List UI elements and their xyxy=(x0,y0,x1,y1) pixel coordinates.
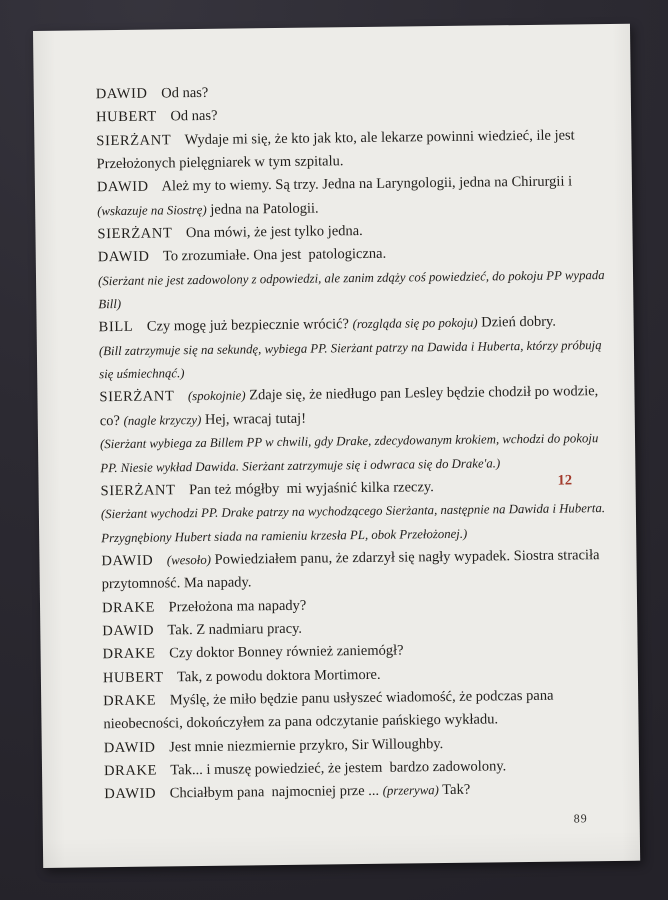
stage-direction: (Bill zatrzymuje się na sekundę, wybiega PP. Sierżant patrzy na Dawida i Huberta, którzy próbują xyxy=(98,337,602,358)
stage-direction: Bill) xyxy=(98,297,122,312)
dialogue-text: przytomność. Ma napady. xyxy=(101,574,252,593)
dialogue-text: Tak, z powodu doktora Mortimore. xyxy=(176,666,381,685)
speaker-name: DRAKE xyxy=(103,762,158,780)
stage-direction: (wskazuje na Siostrę) xyxy=(97,202,207,218)
stage-direction: (Sierżant wybiega za Billem PP w chwili, gdy Drake, zdecydowanym krokiem, wchodzi do pokoju xyxy=(99,431,599,452)
dialogue-text: Hej, wracaj tutaj! xyxy=(204,410,307,428)
dialogue-text: Tak... i muszę powiedzieć, że jestem bardzo zadowolony. xyxy=(170,758,507,779)
stage-direction: (nagle krzyczy) xyxy=(123,412,202,428)
stage-direction: (przerywa) xyxy=(382,783,439,799)
script-text xyxy=(96,77,621,807)
dialogue-text: Przełożonych pielęgniarek w tym szpitalu. xyxy=(96,153,344,173)
dialogue-text: Myślę, że miło będzie panu usłyszeć wiadomość, że podczas pana xyxy=(169,687,554,709)
speaker-name: DAWID xyxy=(95,85,148,103)
dialogue-text: nieobecności, dokończyłem za pana odczytanie pańskiego wykładu. xyxy=(103,711,499,733)
speaker-name: HUBERT xyxy=(102,669,164,686)
dialogue-text: Chciałbym pana najmocniej prze ... xyxy=(169,783,380,802)
speaker-name: DRAKE xyxy=(101,599,156,616)
document-page xyxy=(33,24,640,868)
stage-direction: (rozgląda się po pokoju) xyxy=(352,316,478,332)
dialogue-text: Od nas? xyxy=(170,108,218,125)
dialogue-text: Zdaje się, że niedługo pan Lesley będzie chodził po wodzie, xyxy=(249,383,599,404)
dialogue-text: Czy doktor Bonney również zaniemógł? xyxy=(169,642,404,662)
speaker-name: DAWID xyxy=(97,248,150,266)
stage-direction: (wesoło) xyxy=(166,552,212,568)
speaker-name: DRAKE xyxy=(102,645,156,663)
dialogue-text: Przełożona ma napady? xyxy=(168,597,307,615)
dialogue-text: Dzień dobry. xyxy=(481,314,557,331)
speaker-name: DAWID xyxy=(102,622,155,640)
speaker-name: DAWID xyxy=(96,178,149,196)
dialogue-text: Wydaje mi się, że kto jak kto, ale lekarze powinni wiedzieć, ile jest xyxy=(184,127,575,148)
dialogue-text: Tak? xyxy=(442,782,471,799)
speaker-name: DAWID xyxy=(103,739,156,756)
dialogue-text: Od nas? xyxy=(161,84,209,102)
dialogue-text: Tak. Z nadmiaru pracy. xyxy=(167,620,303,639)
dialogue-text: Ależ my to wiemy. Są trzy. Jedna na Laryngologii, jedna na Chirurgii i xyxy=(161,173,573,195)
speaker-name: DRAKE xyxy=(103,692,157,710)
script-line xyxy=(104,777,620,807)
stage-direction: (Sierżant wychodzi PP. Drake patrzy na wychodzącego Sierżanta, następnie na Dawida i Huberta. xyxy=(100,501,606,522)
stage-direction: (Sierżant nie jest zadowolony z odpowiedzi, ale zanim zdąży coś powiedzieć, do pokoju PP wypada xyxy=(97,267,605,288)
speaker-name: SIERŻANT xyxy=(100,482,176,500)
dialogue-text: jedna na Patologii. xyxy=(210,200,319,218)
dialogue-text: To zrozumiałe. Ona jest patologiczna. xyxy=(162,246,387,265)
speaker-name: SIERŻANT xyxy=(99,388,175,406)
margin-note: 12 xyxy=(557,472,573,489)
page-number: 89 xyxy=(573,811,588,826)
dialogue-text: Czy mogę już bezpiecznie wrócić? xyxy=(146,316,350,336)
dialogue-text: Jest mnie niezmiernie przykro, Sir Willoughby. xyxy=(169,735,444,756)
speaker-name: SIERŻANT xyxy=(97,225,173,243)
dialogue-text: Powiedziałem panu, że zdarzył się nagły wypadek. Siostra straciła xyxy=(214,546,600,568)
stage-direction: (spokojnie) xyxy=(187,388,246,404)
speaker-name: DAWID xyxy=(101,552,154,570)
stage-direction: Przygnębiony Hubert siada na ramieniu krzesła PL, obok Przełożonej.) xyxy=(101,526,468,545)
speaker-name: DAWID xyxy=(104,785,157,803)
speaker-name: BILL xyxy=(98,319,134,336)
speaker-name: HUBERT xyxy=(95,108,157,126)
stage-direction: PP. Niesie wykład Dawida. Sierżant zatrzymuje się i odwraca się do Drake'a.) xyxy=(100,455,501,475)
dialogue-text: Ona mówi, że jest tylko jedna. xyxy=(185,223,363,242)
speaker-name: SIERŻANT xyxy=(96,132,172,149)
dialogue-text: Pan też mógłby mi wyjaśnić kilka rzeczy. xyxy=(189,478,434,498)
dialogue-text: co? xyxy=(99,412,120,430)
stage-direction: się uśmiechnąć.) xyxy=(99,366,185,382)
